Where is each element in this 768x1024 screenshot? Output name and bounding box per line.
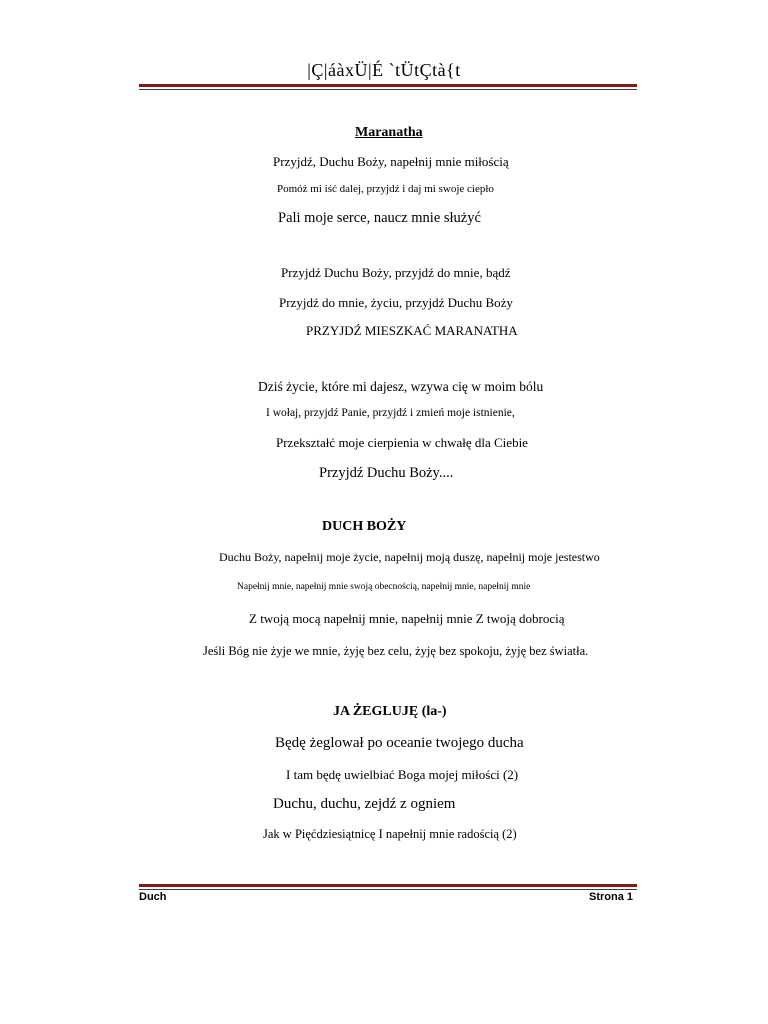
- footer-page-number: Strona 1: [588, 891, 633, 903]
- lyric-line: PRZYJDŹ MIESZKAĆ MARANATHA: [306, 323, 518, 338]
- lyric-line: Przyjdź Duchu Boży, przyjdź do mnie, bądź: [281, 265, 511, 280]
- lyric-line: Napełnij mnie, napełnij mnie swoją obecnością, napełnij mnie, napełnij mnie: [237, 582, 531, 592]
- lyric-line: Przyjdź, Duchu Boży, napełnij mnie miłością: [273, 154, 509, 169]
- lyric-line: Przekształć moje cierpienia w chwałę dla Ciebie: [276, 435, 528, 450]
- header-rule: [139, 84, 637, 90]
- lyric-line: Pomóż mi iść dalej, przyjdź i daj mi swoje ciepło: [277, 183, 494, 195]
- lyric-line: Będę żeglował po oceanie twojego ducha: [275, 735, 524, 751]
- lyric-line: Z twoją mocą napełnij mnie, napełnij mnie Z twoją dobrocią: [249, 611, 565, 626]
- song-title: DUCH BOŻY: [322, 519, 407, 534]
- lyric-line: Dziś życie, które mi dajesz, wzywa cię w moim bólu: [258, 379, 544, 394]
- footer-rule: [139, 884, 637, 890]
- header-title: |Ç|áàxÜ|É `tÜtÇtà{t: [307, 60, 461, 80]
- lyric-line: Przyjdź Duchu Boży....: [319, 465, 454, 481]
- song-title: Maranatha: [355, 125, 423, 140]
- lyric-line: I wołaj, przyjdź Panie, przyjdź i zmień moje istnienie,: [266, 407, 515, 419]
- lyric-line: Pali moje serce, naucz mnie służyć: [278, 210, 481, 226]
- lyric-line: Przyjdź do mnie, życiu, przyjdź Duchu Boży: [279, 295, 513, 310]
- lyric-line: Jak w Pięćdziesiątnicę I napełnij mnie radością (2): [263, 827, 517, 841]
- song-title: JA ŻEGLUJĘ (la-): [333, 704, 447, 719]
- lyric-line: Duchu Boży, napełnij moje życie, napełnij moją duszę, napełnij moje jestestwo: [219, 550, 600, 564]
- footer-section-name: Duch: [139, 891, 167, 903]
- lyric-line: Jeśli Bóg nie żyje we mnie, żyję bez celu, żyję bez spokoju, żyję bez światła.: [203, 644, 589, 658]
- lyric-line: I tam będę uwielbiać Boga mojej miłości (2): [286, 767, 519, 782]
- lyric-line: Duchu, duchu, zejdź z ogniem: [273, 796, 456, 812]
